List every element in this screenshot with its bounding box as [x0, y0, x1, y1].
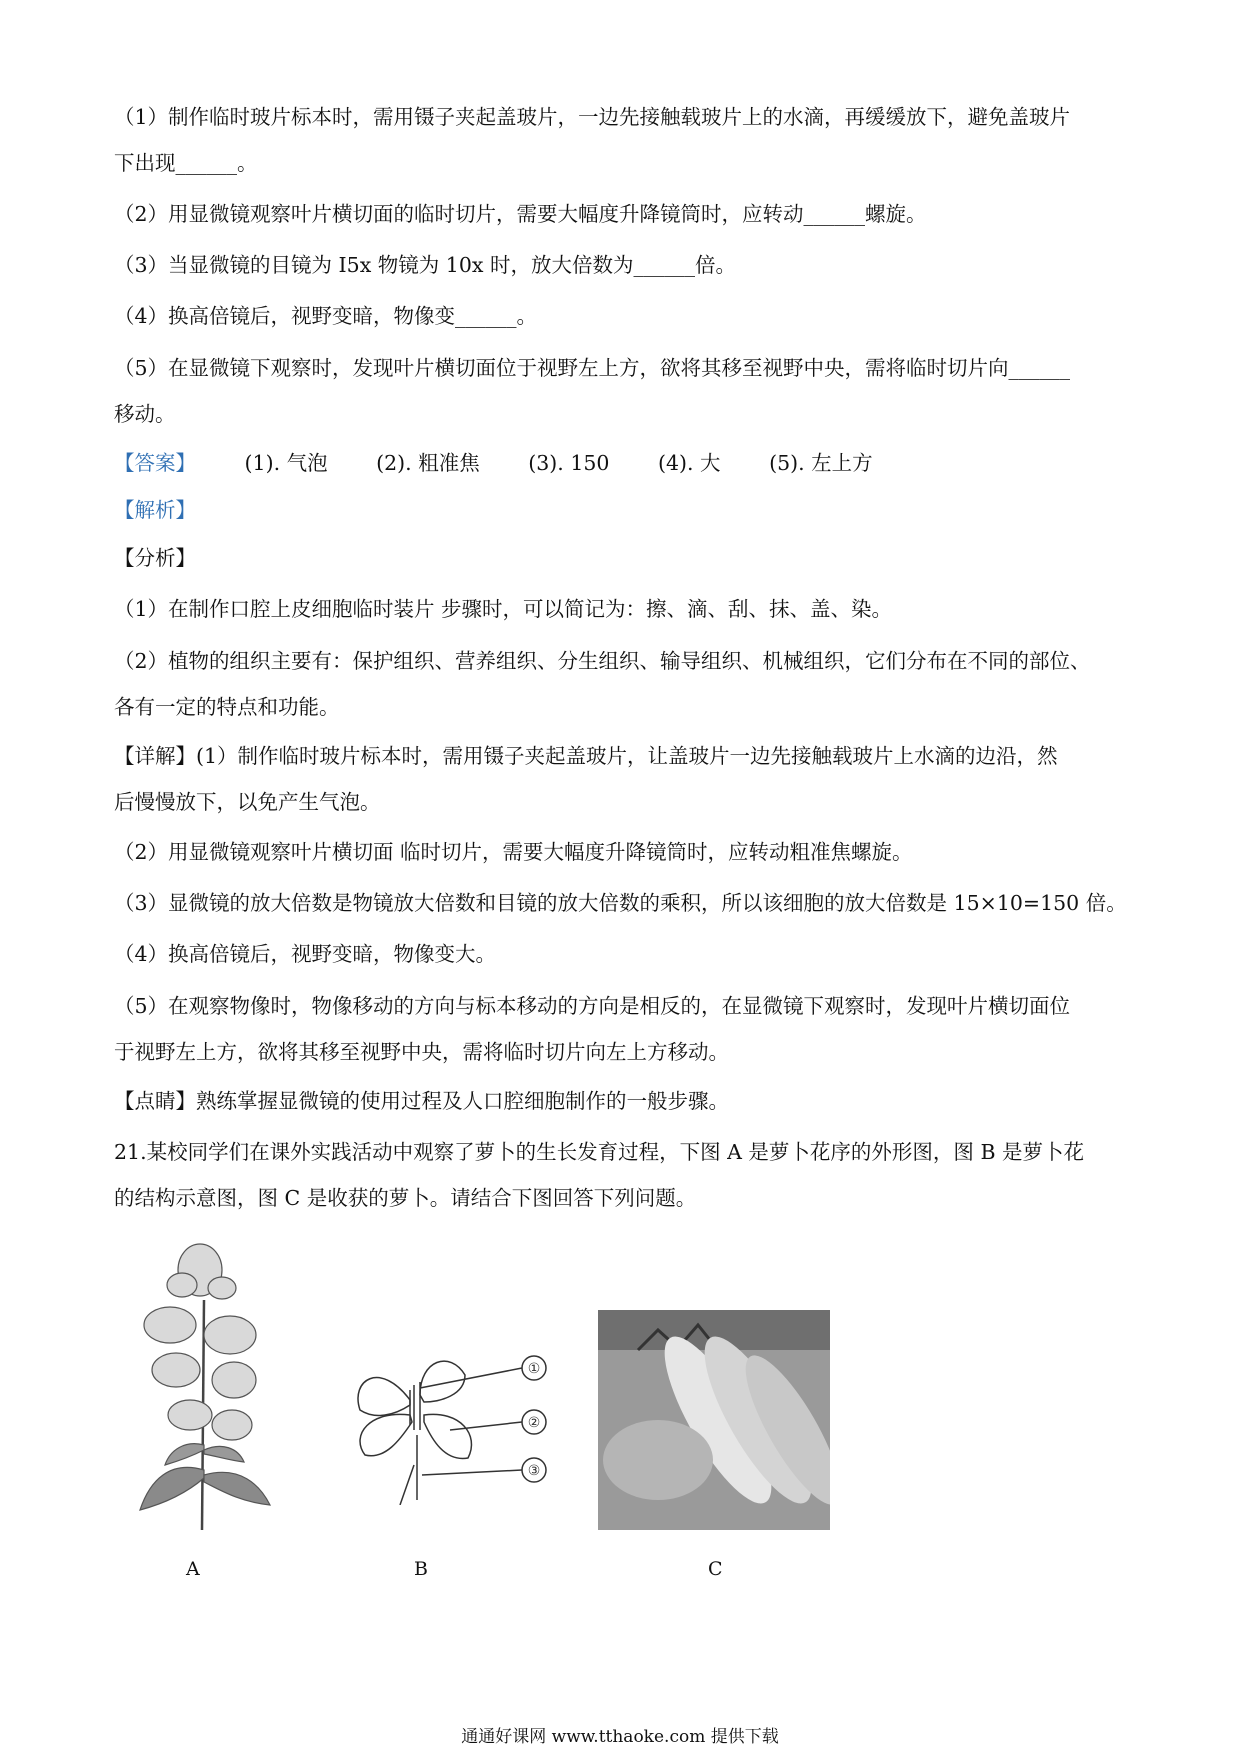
question-4: （4）换高倍镜后，视野变暗，物像变______。 — [114, 304, 538, 328]
mark-3: ③ — [527, 1463, 541, 1479]
answer-item: (5). 左上方 — [769, 451, 873, 475]
detail-1-line-1: 【详解】(1）制作临时玻片标本时，需用镊子夹起盖玻片，让盖玻片一边先接触载玻片上水滴的边沿，然 — [114, 744, 1058, 768]
mark-1: ① — [527, 1361, 541, 1377]
question-1-line-1: （1）制作临时玻片标本时，需用镊子夹起盖玻片，一边先接触载玻片上的水滴，再缓缓放下，避免盖玻片 — [114, 105, 1071, 129]
answer-item: (3). 150 — [528, 451, 610, 475]
analysis-point-1: （1）在制作口腔上皮细胞临时装片 步骤时，可以简记为：擦、滴、刮、抹、盖、染。 — [114, 597, 893, 621]
mark-2: ② — [527, 1415, 541, 1431]
analysis-point-2-line-2: 各有一定的特点和功能。 — [114, 695, 340, 719]
analysis-tag: 【解析】 — [114, 498, 196, 522]
detail-2: （2）用显微镜观察叶片横切面 临时切片，需要大幅度升降镜筒时，应转动粗准焦螺旋。 — [114, 840, 913, 864]
detail-4: （4）换高倍镜后，视野变暗，物像变大。 — [114, 942, 497, 966]
detail-5-line-2: 于视野左上方，欲将其移至视野中央，需将临时切片向左上方移动。 — [114, 1040, 729, 1064]
answer-tag: 【答案】 — [114, 451, 196, 475]
answer-item: (4). 大 — [657, 451, 721, 475]
detail-1-line-2: 后慢慢放下，以免产生气泡。 — [114, 790, 381, 814]
question-21-line-2: 的结构示意图，图 C 是收获的萝卜。请结合下图回答下列问题。 — [114, 1186, 697, 1210]
page-footer: 通通好课网 www.tthaoke.com 提供下载 — [461, 1727, 779, 1747]
fenxi-heading: 【分析】 — [114, 546, 196, 570]
figure-a-label: A — [186, 1558, 200, 1580]
question-21-line-1: 21.某校同学们在课外实践活动中观察了萝卜的生长发育过程，下图 A 是萝卜花序的外形图，图 B 是萝卜花 — [114, 1140, 1085, 1164]
answer-item: (1). 气泡 — [244, 451, 328, 475]
figure-b-label: B — [414, 1558, 428, 1580]
question-3: （3）当显微镜的目镜为 I5x 物镜为 10x 时，放大倍数为______倍。 — [114, 253, 736, 277]
figure-c-label: C — [708, 1558, 723, 1580]
question-5-line-1: （5）在显微镜下观察时，发现叶片横切面位于视野左上方，欲将其移至视野中央，需将临时切片向______ — [114, 356, 1071, 380]
figure-a-inflorescence — [130, 1240, 280, 1530]
question-5-line-2: 移动。 — [114, 402, 176, 426]
answer-item: (2). 粗准焦 — [376, 451, 480, 475]
figure-c-radish-photo — [598, 1310, 830, 1530]
question-2: （2）用显微镜观察叶片横切面的临时切片，需要大幅度升降镜筒时，应转动______螺旋。 — [114, 202, 927, 226]
detail-5-line-1: （5）在观察物像时，物像移动的方向与标本移动的方向是相反的，在显微镜下观察时，发现叶片横切面位 — [114, 994, 1071, 1018]
figure-b-flower-structure — [340, 1340, 560, 1505]
question-1-line-2: 下出现______。 — [114, 151, 258, 175]
analysis-point-2-line-1: （2）植物的组织主要有：保护组织、营养组织、分生组织、输导组织、机械组织，它们分布在不同的部位、 — [114, 649, 1091, 673]
answer-row — [114, 449, 873, 477]
detail-3: （3）显微镜的放大倍数是物镜放大倍数和目镜的放大倍数的乘积，所以该细胞的放大倍数是 15×10=150 倍。 — [114, 891, 1127, 915]
dianjing-note: 【点睛】熟练掌握显微镜的使用过程及人口腔细胞制作的一般步骤。 — [114, 1089, 729, 1113]
